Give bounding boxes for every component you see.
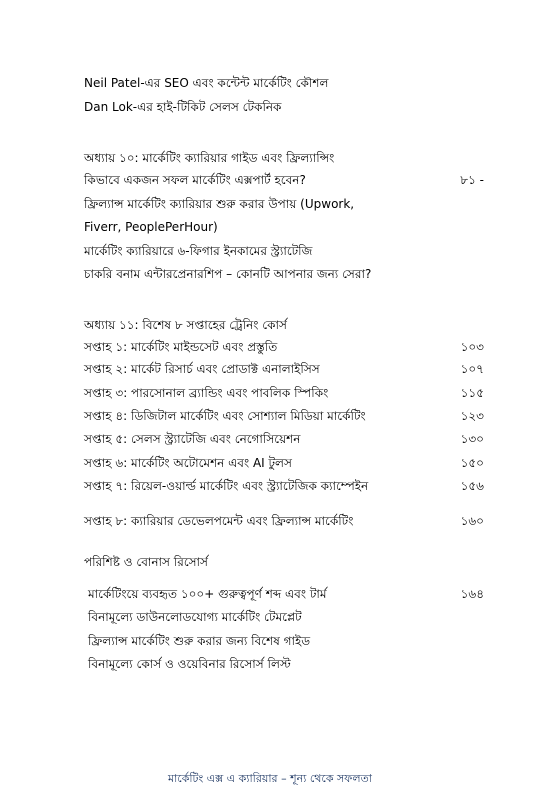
page-number: ১৩০ <box>460 432 484 446</box>
toc-entry-continuation: Fiverr, PeoplePerHour) <box>84 220 218 234</box>
week-entry: সপ্তাহ ৪: ডিজিটাল মার্কেটিং এবং সোশ্যাল মিডিয়া মার্কেটিং <box>84 409 366 423</box>
week-entry: সপ্তাহ ১: মার্কেটিং মাইন্ডসেট এবং প্রস্তুতি <box>84 340 278 354</box>
page-number: ১০৭ <box>460 362 484 376</box>
chapter-11-title: অধ্যায় ১১: বিশেষ ৮ সপ্তাহের ট্রেনিং কোর্স <box>84 318 287 332</box>
page-number: ১৫৬ <box>460 479 484 493</box>
appendix-entry: বিনামূল্যে কোর্স ও ওয়েবিনার রিসোর্স লিস্ট <box>88 657 291 671</box>
appendix-entry: ফ্রিল্যান্স মার্কেটিং শুরু করার জন্য বিশেষ গাইড <box>88 634 311 648</box>
toc-entry-neil-patel: Neil Patel-এর SEO এবং কন্টেন্ট মার্কেটিং কৌশল <box>84 76 329 90</box>
week-entry: সপ্তাহ ৬: মার্কেটিং অটোমেশন এবং AI টুলস <box>84 456 292 470</box>
appendix-title: পরিশিষ্ট ও বোনাস রিসোর্স <box>84 555 208 569</box>
page-number: ১২৩ <box>460 409 484 423</box>
page-footer: মার্কেটিং এক্স এ ক্যারিয়ার – শূন্য থেকে সফলতা <box>168 772 372 785</box>
week-entry: সপ্তাহ ৭: রিয়েল-ওয়ার্ল্ড মার্কেটিং এবং স্ট্র্যাটেজিক ক্যাম্পেইন <box>84 479 369 493</box>
page-number: ১১৫ <box>460 386 484 400</box>
page-number: ১৬৪ <box>460 587 484 601</box>
appendix-entry: বিনামূল্যে ডাউনলোডযোগ্য মার্কেটিং টেমপ্লেট <box>88 610 302 624</box>
week-entry: সপ্তাহ ২: মার্কেট রিসার্চ এবং প্রোডাক্ট এনালাইসিস <box>84 362 320 376</box>
page-number: ১৬০ <box>460 514 484 528</box>
page-number: ১০৩ <box>460 340 484 354</box>
toc-entry: ফ্রিল্যান্স মার্কেটিং ক্যারিয়ার শুরু করার উপায় (Upwork, <box>84 197 355 211</box>
toc-entry: চাকরি বনাম এন্টারপ্রেনারশিপ – কোনটি আপনার জন্য সেরা? <box>84 267 372 281</box>
toc-entry-dan-lok: Dan Lok-এর হাই-টিকিট সেলস টেকনিক <box>84 100 282 114</box>
toc-entry: মার্কেটিং ক্যারিয়ারে ৬-ফিগার ইনকামের স্ট্র্যাটেজি <box>84 244 313 258</box>
week-entry: সপ্তাহ ৫: সেলস স্ট্র্যাটেজি এবং নেগোসিয়েশন <box>84 432 301 446</box>
page-number: ১৫০ <box>460 456 484 470</box>
toc-entry: কিভাবে একজন সফল মার্কেটিং এক্সপার্ট হবেন? <box>84 173 306 187</box>
chapter-10-title: অধ্যায় ১০: মার্কেটিং ক্যারিয়ার গাইড এবং ফ্রিল্যান্সিং <box>84 151 335 165</box>
appendix-entry: মার্কেটিংয়ে ব্যবহৃত ১০০+ গুরুত্বপূর্ণ শব্দ এবং টার্ম <box>88 587 327 601</box>
week-entry: সপ্তাহ ৮: ক্যারিয়ার ডেভেলপমেন্ট এবং ফ্রিল্যান্স মার্কেটিং <box>84 514 354 528</box>
week-entry: সপ্তাহ ৩: পারসোনাল ব্র্যান্ডিং এবং পাবলিক স্পিকিং <box>84 386 329 400</box>
page-number: ৮১ - <box>460 173 484 187</box>
